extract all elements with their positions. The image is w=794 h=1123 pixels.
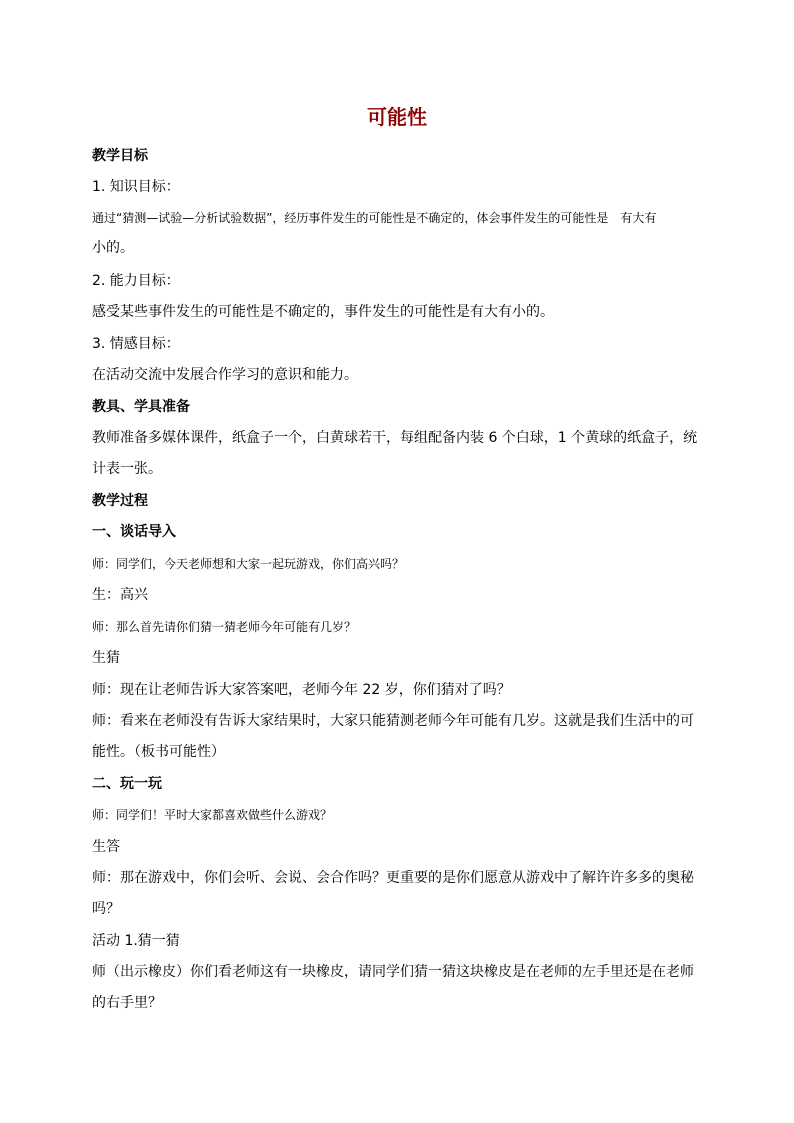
body-text-line: 感受某些事件发生的可能性是不确定的，事件发生的可能性是有大有小的。	[92, 304, 554, 320]
body-text-line: 生：高兴	[92, 587, 148, 603]
body-text-line: 1. 知识目标：	[92, 179, 180, 195]
body-text-line: 小的。	[92, 240, 134, 256]
body-text-line: 通过“猜测—试验—分析试验数据”，经历事件发生的可能性是不确定的，体会事件发生的可能性是 有大有	[92, 211, 657, 225]
section-heading: 教具、学具准备	[92, 399, 190, 415]
body-text-line: 师：同学们，今天老师想和大家一起玩游戏，你们高兴吗？	[92, 557, 405, 571]
body-text-line: 在活动交流中发展合作学习的意识和能力。	[92, 367, 358, 383]
document-title: 可能性	[367, 105, 427, 129]
body-text-line: 3. 情感目标：	[92, 336, 180, 352]
body-text-line: 师：那么首先请你们猜一猜老师今年可能有几岁？	[92, 620, 357, 634]
body-text-line: 活动 1.猜一猜	[92, 933, 180, 949]
body-text-line: 能性。（板书可能性）	[92, 744, 225, 760]
section-heading: 教学目标	[92, 148, 148, 164]
body-text-line: 师（出示橡皮）你们看老师这有一块橡皮，请同学们猜一猜这块橡皮是在老师的左手里还是在老师	[92, 964, 694, 980]
section-heading: 一、谈话导入	[92, 524, 176, 540]
body-text-line: 2. 能力目标：	[92, 273, 180, 289]
body-text-line: 师：那在游戏中，你们会听、会说、会合作吗？更重要的是你们愿意从游戏中了解许许多多的奥秘	[92, 870, 694, 886]
body-text-line: 师：看来在老师没有告诉大家结果时，大家只能猜测老师今年可能有几岁。这就是我们生活中的可	[92, 713, 694, 729]
body-text-line: 师：同学们！平时大家都喜欢做些什么游戏？	[92, 808, 333, 822]
body-text-line: 的右手里？	[92, 995, 162, 1011]
section-heading: 二、玩一玩	[92, 776, 162, 792]
body-text-line: 教师准备多媒体课件，纸盒子一个，白黄球若干，每组配备内装 6 个白球，1 个黄球的纸盒子，统	[92, 430, 698, 446]
body-text-line: 生猜	[92, 650, 120, 666]
body-text-line: 师：现在让老师告诉大家答案吧，老师今年 22 岁，你们猜对了吗？	[92, 682, 511, 698]
section-heading: 教学过程	[92, 493, 148, 509]
body-text-line: 吗？	[92, 901, 120, 917]
body-text-line: 生答	[92, 839, 120, 855]
body-text-line: 计表一张。	[92, 461, 162, 477]
